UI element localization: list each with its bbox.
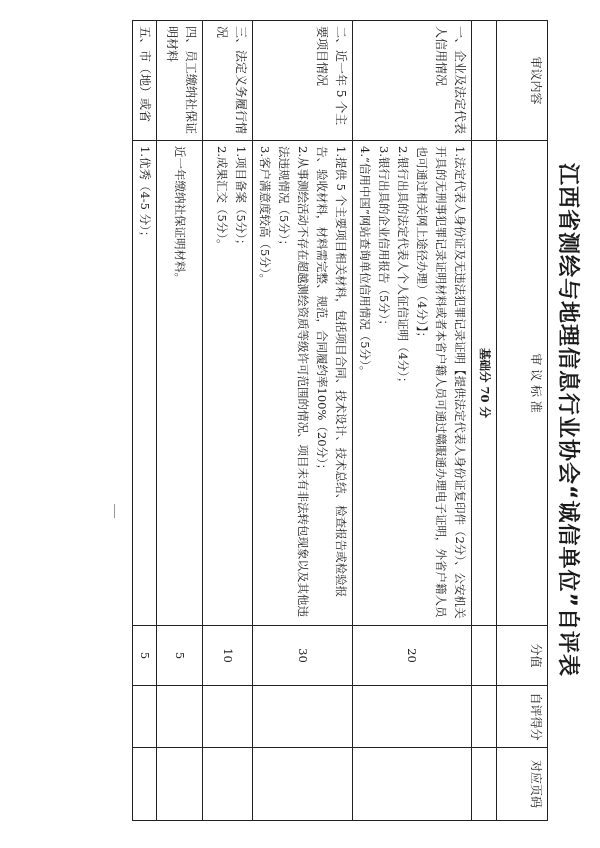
row-category: 四、员工缴纳社保证明材料: [157, 21, 203, 141]
criteria-item: 2.成果汇交（5分）。: [215, 146, 229, 251]
row-score: 5: [157, 626, 203, 686]
row-category: 二、近一年 5 个主要项目情况: [253, 21, 353, 141]
section-basic-label: 基础分 70 分: [472, 141, 497, 626]
self-score-cell[interactable]: [253, 686, 353, 748]
row-category: 三、法定义务履行情况: [203, 21, 253, 141]
evaluation-table: [132, 20, 548, 821]
criteria-item: 1.项目备案（5分）；: [234, 146, 248, 251]
table-row: [203, 21, 253, 821]
row-criteria: [353, 141, 472, 626]
page-ref-cell[interactable]: [133, 748, 157, 821]
self-score-cell[interactable]: [133, 686, 157, 748]
page-ref-cell[interactable]: [353, 748, 472, 821]
row-criteria: [253, 141, 353, 626]
row-score: 30: [253, 626, 353, 686]
header-page-ref: 对应页码: [497, 748, 548, 821]
header-criteria: 审 议 标 准: [497, 141, 548, 626]
self-score-cell[interactable]: [353, 686, 472, 748]
table-row: [133, 21, 157, 821]
self-score-cell[interactable]: [157, 686, 203, 748]
row-criteria: [133, 141, 157, 626]
criteria-item: 1.优秀（4-5 分）；: [138, 146, 152, 243]
criteria-item: 1.提供 5 个主要项目相关材料，包括项目合同、技术设计、技术总结、检查报告或检验报告、验收材料，材料需完整、规范，合同履约率100%（20分）；: [315, 146, 348, 598]
criteria-item: 2.从事测绘活动不存在超越测绘资质等级许可范围的情况、项目未有非法转包现象以及其他违法违规情况（5分）；: [277, 146, 310, 617]
header-self-score: 自评得分: [497, 686, 548, 748]
criteria-item: 3.银行出具的企业信用报告（5分）；: [377, 146, 391, 332]
criteria-item: 3.客户满意度较高（5分）。: [258, 146, 272, 286]
page-ref-cell[interactable]: [157, 748, 203, 821]
row-category: 五、市（地）或省: [133, 21, 157, 141]
header-content: 审议内容: [497, 21, 548, 141]
table-row: [353, 21, 472, 821]
criteria-item: 1.法定代表人身份证及无违法犯罪记录证明【提供法定代表人身份证复印件（2分）、公安机关开具的无刑事犯罪记录证明材料或者本省户籍人员可通过赣服通办理电子证明，外省户籍人员也可通过相关网上途径办理）（4分）】；: [415, 146, 467, 619]
criteria-item: 2.银行出具的法定代表人个人征信证明（4分）；: [396, 146, 410, 389]
self-score-cell[interactable]: [203, 686, 253, 748]
table-row: [253, 21, 353, 821]
rotated-form-sheet: [20, 20, 580, 820]
row-category: 一、企业及法定代表人信用情况: [353, 21, 472, 141]
row-score: 5: [133, 626, 157, 686]
page-ref-cell[interactable]: [253, 748, 353, 821]
binding-margin-mark: [114, 504, 115, 518]
header-score: 分值: [497, 626, 548, 686]
criteria-item: 4.“信用中国”网站查询单位信用情况（5分）。: [358, 146, 372, 378]
page-ref-cell[interactable]: [203, 748, 253, 821]
row-criteria: [157, 141, 203, 626]
row-score: 20: [353, 626, 472, 686]
table-row: [157, 21, 203, 821]
criteria-item: 近一年缴纳社保证明材料。: [173, 146, 187, 284]
form-title: 江西省测绘与地理信息行业协会“诚信单位”自评表: [555, 163, 580, 677]
section-row: [472, 21, 497, 821]
header-row: [497, 21, 548, 821]
row-score: 10: [203, 626, 253, 686]
row-criteria: [203, 141, 253, 626]
